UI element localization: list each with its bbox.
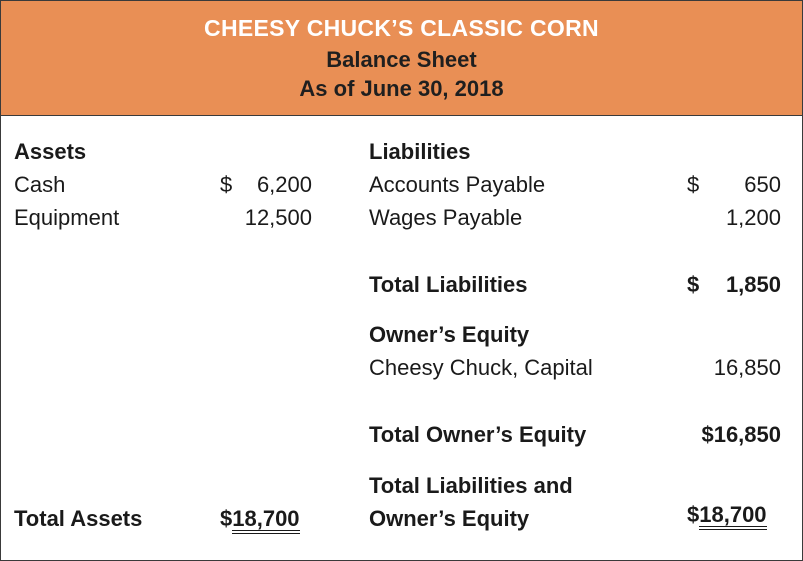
grand-total-label-line2: Owner’s Equity — [369, 506, 530, 531]
grand-total-amount: 18,700 — [699, 504, 766, 530]
asset-amount-cash: 6,200 — [256, 172, 312, 197]
liability-amount-wages-payable: 1,200 — [725, 205, 781, 230]
total-assets-label: Total Assets — [14, 506, 143, 531]
statement-header — [1, 1, 802, 116]
total-equity-value: $16,850 — [701, 422, 781, 447]
asset-label-equipment: Equipment — [14, 205, 120, 230]
liability-currency-accounts-payable: $ — [687, 172, 700, 197]
liability-label-wages-payable: Wages Payable — [369, 205, 523, 230]
company-name: CHEESY CHUCK’S CLASSIC CORN — [204, 15, 599, 41]
asset-currency-cash: $ — [220, 172, 233, 197]
total-liabilities-currency: $ — [687, 272, 700, 297]
total-liabilities-amount: 1,850 — [725, 272, 781, 297]
total-assets-amount: 18,700 — [232, 508, 299, 534]
liability-amount-accounts-payable: 650 — [744, 172, 781, 197]
statement-title: Balance Sheet — [326, 47, 477, 72]
total-assets-currency: $ — [220, 506, 233, 531]
asset-amount-equipment: 12,500 — [244, 205, 312, 230]
grand-total-currency: $ — [687, 502, 700, 527]
equity-amount-capital: 16,850 — [713, 355, 781, 380]
statement-date: As of June 30, 2018 — [299, 76, 504, 101]
grand-total-value — [687, 502, 767, 530]
total-assets-value — [220, 506, 300, 534]
equity-heading: Owner’s Equity — [369, 322, 530, 347]
asset-label-cash: Cash — [14, 172, 66, 197]
liabilities-heading: Liabilities — [369, 139, 471, 164]
total-equity-label: Total Owner’s Equity — [369, 422, 587, 447]
grand-total-label-line1: Total Liabilities and — [369, 473, 573, 498]
liability-label-accounts-payable: Accounts Payable — [369, 172, 546, 197]
equity-label-capital: Cheesy Chuck, Capital — [369, 355, 593, 380]
total-liabilities-label: Total Liabilities — [369, 272, 528, 297]
assets-heading: Assets — [14, 139, 87, 164]
